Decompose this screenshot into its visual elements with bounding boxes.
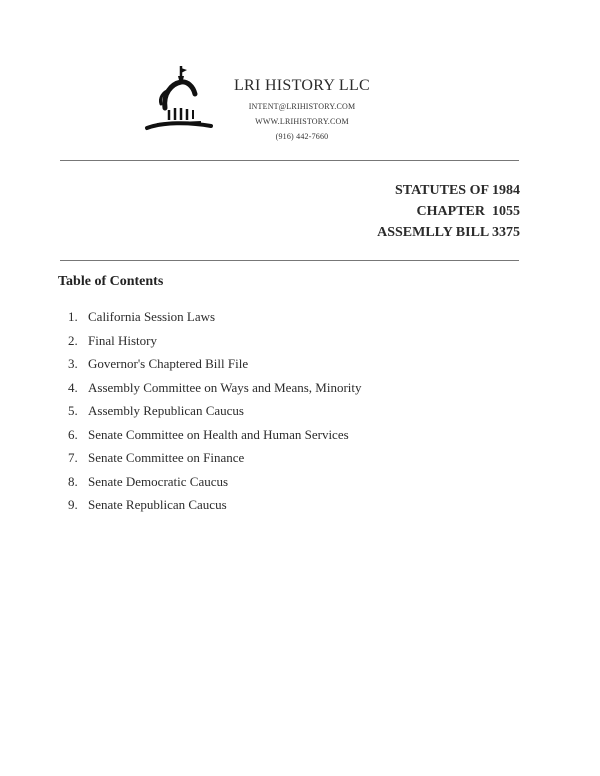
toc-item — [68, 305, 362, 329]
toc-item-label: Senate Democratic Caucus — [88, 473, 229, 489]
toc-item — [68, 376, 362, 400]
toc-item — [68, 399, 362, 423]
toc-item — [68, 470, 362, 494]
toc-item-number: 2. — [68, 332, 78, 348]
toc-item-number: 7. — [68, 450, 78, 465]
toc-item-label: California Session Laws — [88, 309, 216, 324]
company-email: INTENT@LRIHISTORY.COM — [248, 102, 356, 111]
toc-item-number: 8. — [68, 473, 78, 489]
toc-item-number: 9. — [68, 497, 78, 512]
statute-year: STATUTES OF 1984 — [395, 183, 520, 198]
capitol-dome-logo-graphic — [143, 64, 215, 136]
company-name: LRI HISTORY LLC — [233, 77, 371, 94]
toc-item-label: Senate Committee on Finance — [88, 450, 245, 465]
company-contact — [232, 99, 372, 144]
toc-item-number: 6. — [68, 426, 78, 442]
company-phone: (916) 442-7660 — [275, 132, 329, 141]
toc-title: Table of Contents — [58, 274, 164, 289]
toc-item-number: 4. — [68, 379, 78, 395]
company-header — [232, 77, 372, 144]
toc-item — [68, 423, 362, 447]
toc-item-label: Governor's Chaptered Bill File — [88, 356, 249, 371]
toc-item — [68, 493, 362, 517]
statute-block — [377, 180, 520, 243]
toc-item-number: 3. — [68, 356, 78, 371]
toc-item — [68, 352, 362, 376]
statute-bill: ASSEMLLY BILL 3375 — [377, 225, 520, 240]
top-divider — [60, 160, 519, 161]
capitol-dome-icon — [143, 64, 215, 136]
toc-item-number: 5. — [68, 403, 78, 418]
company-website: WWW.LRIHISTORY.COM — [255, 117, 349, 126]
toc-item-label: Assembly Republican Caucus — [88, 403, 244, 418]
toc-item-number: 1. — [68, 309, 78, 324]
toc-item-label: Senate Committee on Health and Human Services — [88, 426, 349, 442]
toc-item-label: Senate Republican Caucus — [88, 497, 227, 512]
bottom-divider — [60, 260, 519, 261]
statute-chapter: CHAPTER 1055 — [416, 204, 520, 219]
toc-item — [68, 446, 362, 470]
toc-list — [68, 305, 362, 517]
toc-item-label: Final History — [88, 332, 157, 348]
toc-item-label: Assembly Committee on Ways and Means, Minority — [88, 379, 362, 395]
toc-item — [68, 329, 362, 353]
